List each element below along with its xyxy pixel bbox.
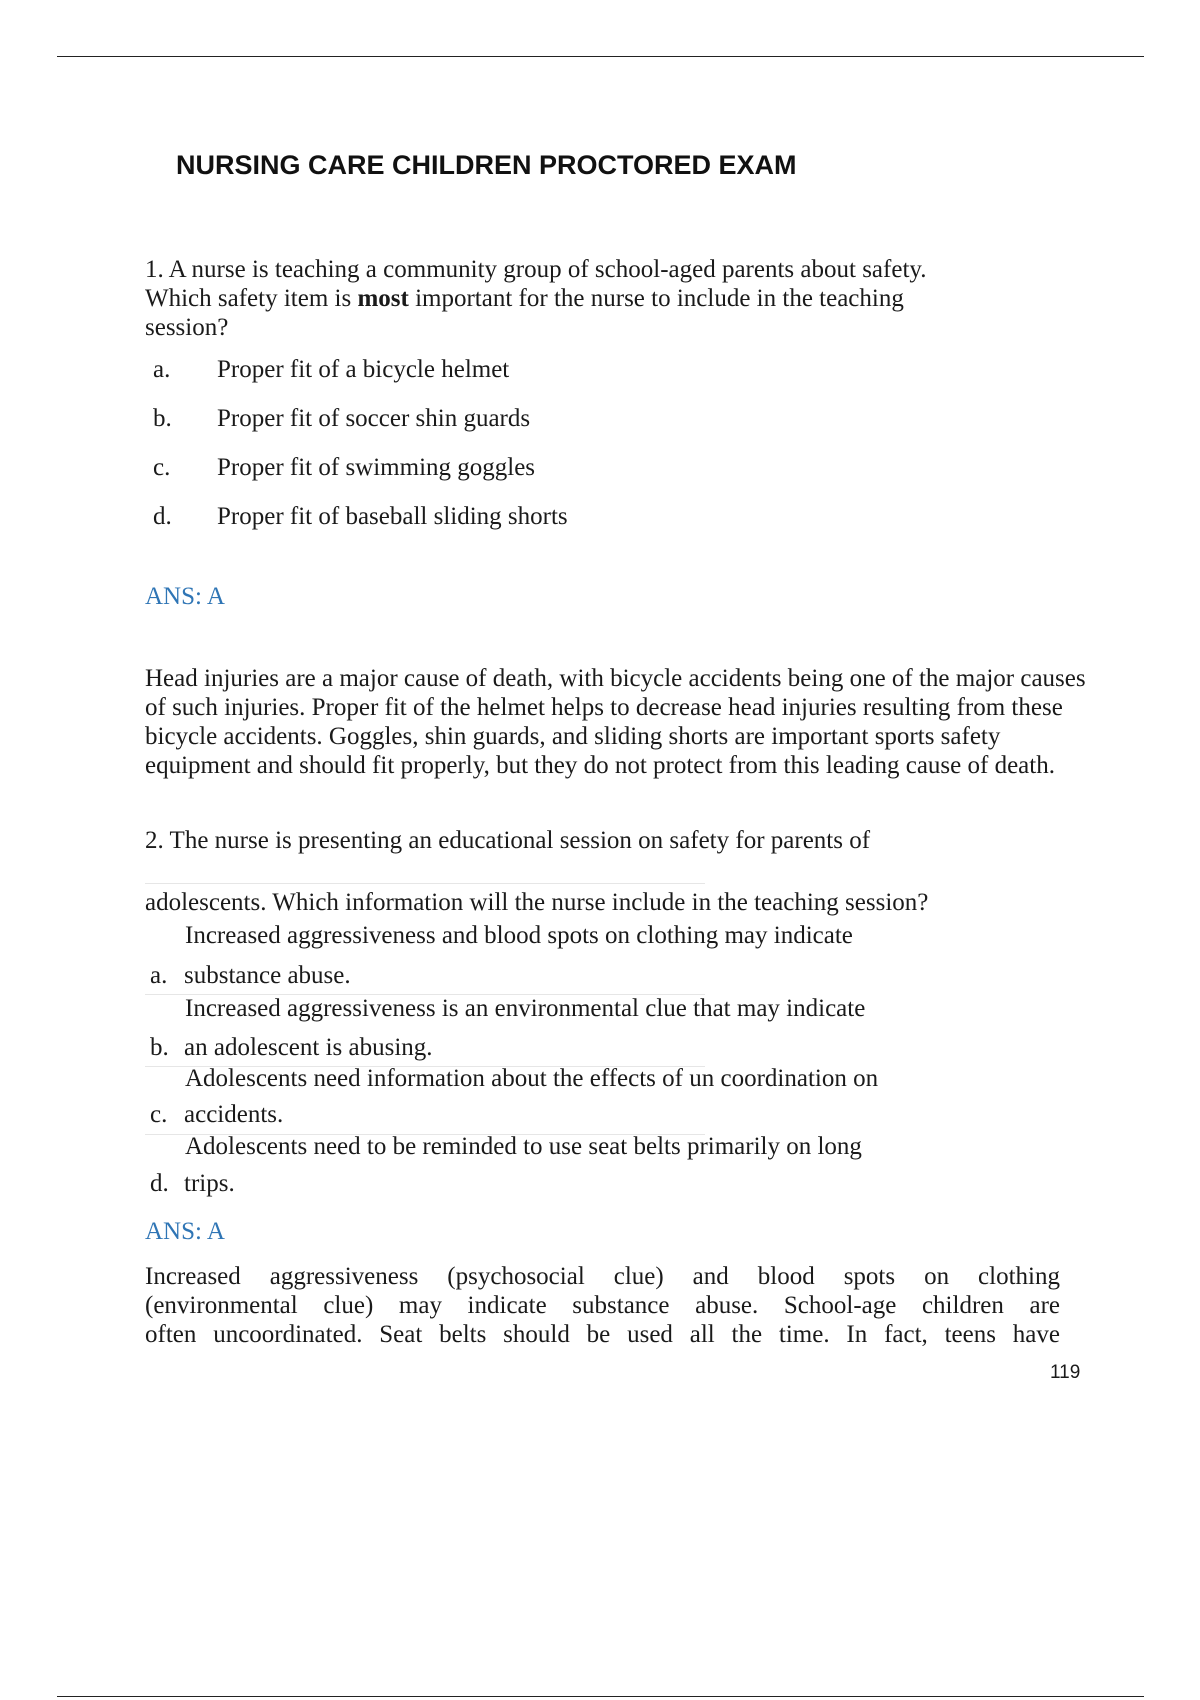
rationale-line: (environmental clue) may indicate substance abuse. School-age children are (145, 1292, 1060, 1319)
question-1-option-a (145, 355, 568, 404)
option-text: Proper fit of a bicycle helmet (217, 356, 510, 383)
page-number: 119 (1050, 1362, 1081, 1383)
bottom-rule (57, 1696, 1144, 1697)
question-2-stem-line-2: adolescents. Which information will the nurse include in the teaching session? (145, 889, 929, 916)
question-2-option-b-line-1: Increased aggressiveness is an environmental clue that may indicate (185, 995, 866, 1022)
option-text: Proper fit of soccer shin guards (217, 405, 531, 432)
divider (145, 883, 705, 884)
option-letter: b. (153, 405, 172, 432)
question-1-option-c (145, 453, 568, 502)
question-2-option-c-line-1: Adolescents need information about the effects of un coordination on (185, 1065, 879, 1092)
question-2-answer: ANS: A (145, 1218, 225, 1245)
option-letter: c. (150, 1101, 168, 1128)
question-1-emphasis: most (357, 285, 409, 312)
question-2-option-d-line-1: Adolescents need to be reminded to use seat belts primarily on long (185, 1133, 862, 1160)
question-2-option-a-line-1: Increased aggressiveness and blood spots on clothing may indicate (185, 922, 853, 949)
question-1-stem (145, 255, 975, 342)
question-1-options (145, 355, 568, 551)
question-1-option-b (145, 404, 568, 453)
question-1-stem-text-end: important for the nurse to include in the teaching session? (145, 285, 904, 341)
question-2-option-a (150, 962, 351, 990)
question-2-option-d (150, 1170, 235, 1198)
option-text: Proper fit of swimming goggles (217, 454, 536, 481)
question-1-rationale: Head injuries are a major cause of death, with bicycle accidents being one of the major causes of such injuries. Proper fit of the helmet helps to decrease head injuries resulting from these bicycle accidents. Goggles, shin guards, and sliding shorts are important sports safety equipment and should fit properly, but they do not protect from this leading cause of death. (145, 665, 1086, 779)
question-1-option-d (145, 502, 568, 551)
option-text: Proper fit of baseball sliding shorts (217, 503, 568, 530)
option-text: substance abuse. (184, 962, 351, 989)
page-title: NURSING CARE CHILDREN PROCTORED EXAM (176, 150, 797, 180)
question-2-stem-line-1: 2. The nurse is presenting an educational session on safety for parents of (145, 827, 871, 854)
option-letter: a. (153, 356, 171, 383)
question-2-option-b (150, 1034, 433, 1062)
question-2-option-c (150, 1101, 283, 1129)
option-text: trips. (184, 1170, 235, 1197)
top-rule (57, 56, 1144, 57)
option-letter: a. (150, 962, 168, 989)
option-letter: b. (150, 1034, 169, 1061)
rationale-line: often uncoordinated. Seat belts should be used all the time. In fact, teens have (145, 1321, 1060, 1348)
option-text: accidents. (184, 1101, 284, 1128)
question-2-rationale (145, 1262, 1060, 1349)
option-text: an adolescent is abusing. (184, 1034, 433, 1061)
rationale-line: Increased aggressiveness (psychosocial clue) and blood spots on clothing (145, 1263, 1060, 1290)
option-letter: c. (153, 454, 171, 481)
option-letter: d. (150, 1170, 169, 1197)
question-1-answer: ANS: A (145, 583, 225, 610)
question-1-stem-text: 1. A nurse is teaching a community group of school-aged parents about safety. Which safety item is (145, 256, 927, 312)
option-letter: d. (153, 503, 172, 530)
